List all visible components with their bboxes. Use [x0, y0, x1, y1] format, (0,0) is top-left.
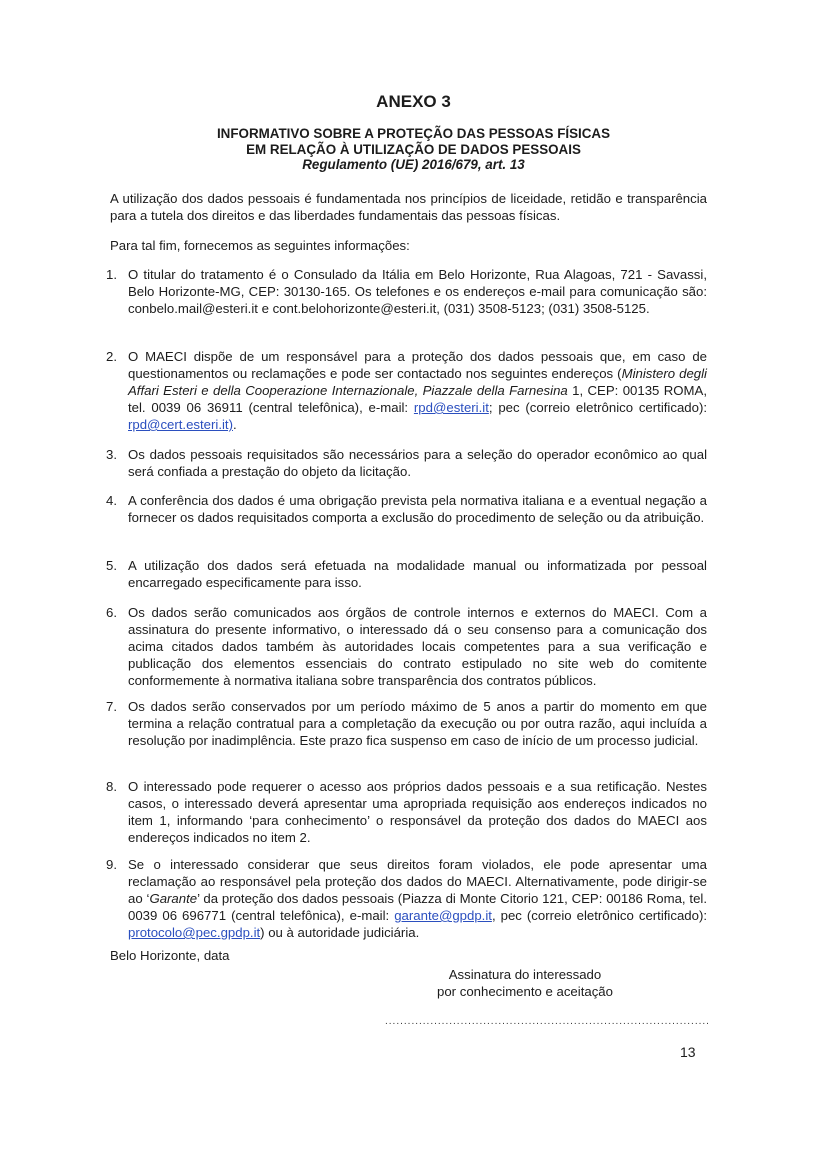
intro-paragraph: A utilização dos dados pessoais é fundamentada nos princípios de liceidade, retidão e transparência para a tutela dos direitos e das liberdades fundamentais das pessoas físicas. — [110, 191, 707, 223]
item-number: 5. — [106, 558, 117, 573]
item-text-part: , pec (correio eletrônico certificado): — [491, 908, 708, 923]
item-text: Os dados serão comunicados aos órgãos de controle internos e externos do MAECI. Com a assinatura do presente informativo, o interessado dá o seu consenso para a comunicação dos acima citados dados também às autoridades locais competentes para a sua verificação e publicação dos elementos essenciais do contrato estipulado no site web do comitente conformemente à normativa italiana sobre transparência dos contratos públicos. — [128, 605, 707, 688]
city-date: Belo Horizonte, data — [110, 948, 230, 963]
item-number: 7. — [106, 699, 117, 714]
lead-paragraph: Para tal fim, fornecemos as seguintes informações: — [110, 238, 410, 253]
item-text — [128, 856, 707, 941]
list-item — [106, 266, 707, 317]
item-text: Os dados pessoais requisitados são necessários para a seleção do operador econômico ao qual será confiada a prestação do objeto da licitação. — [128, 447, 707, 479]
heading-line-2: EM RELAÇÃO À UTILIZAÇÃO DE DADOS PESSOAIS — [246, 141, 581, 157]
signature-line: ...................................................................................... — [385, 1016, 710, 1027]
signature-label-line1: Assinatura do interessado — [448, 967, 602, 982]
annex-title: ANEXO 3 — [376, 92, 451, 111]
list-item — [106, 856, 707, 941]
item-number: 2. — [106, 349, 117, 364]
garante-name: Garante — [149, 891, 198, 906]
item-text: Os dados serão conservados por um período máximo de 5 anos a partir do momento em que termina a relação contratual para a completação da execução ou por outra razão, aqui incluída a resolução por inadimplência. Este prazo fica suspenso em caso de início de um processo judicial. — [128, 699, 707, 748]
list-item — [106, 604, 707, 689]
document-heading — [0, 126, 827, 173]
item-text: A utilização dos dados será efetuada na modalidade manual ou informatizada por pessoal encarregado especificamente para isso. — [128, 558, 707, 590]
item-number: 8. — [106, 779, 117, 794]
ministry-name: Ministero degli Affari Esteri e della Cooperazione Internazionale, Piazzale della Farnesina — [128, 366, 707, 398]
item-text-part: ’ da proteção dos dados pessoais (Piazza di Monte Citorio 121, CEP: 00186 Roma, tel. 0039 06 696771 (central telefônica), e-mail: — [128, 891, 707, 923]
regulation-reference: Regulamento (UE) 2016/679, art. 13 — [302, 157, 525, 172]
list-item — [106, 492, 707, 526]
item-text-part: 1, CEP: 00135 ROMA, tel. 0039 06 36911 (central telefônica), e-mail: — [128, 383, 707, 415]
signature-label-line2: por conhecimento e aceitação — [437, 984, 613, 999]
item-text-part: . — [233, 417, 237, 432]
item-number: 9. — [106, 857, 117, 872]
rpd-email-link[interactable]: rpd@esteri.it — [413, 400, 489, 415]
garante-email-link[interactable]: garante@gpdp.it — [394, 908, 492, 923]
item-number: 1. — [106, 267, 117, 282]
item-text-part: ) ou à autoridade judiciária. — [260, 925, 420, 940]
item-text-part: O MAECI dispõe de um responsável para a proteção dos dados pessoais que, em caso de questionamentos ou reclamações e pode ser contactado nos seguintes endereços ( — [128, 349, 707, 381]
item-text-part: Se o interessado considerar que seus direitos foram violados, ele pode apresentar uma reclamação ao responsável pela proteção dos dados do MAECI. Alternativamente, pode dirigir-se ao ‘ — [128, 857, 707, 906]
list-item — [106, 348, 707, 433]
page-number: 13 — [680, 1044, 696, 1060]
item-number: 4. — [106, 493, 117, 508]
rpd-pec-link[interactable]: rpd@cert.esteri.it) — [128, 417, 233, 432]
garante-pec-link[interactable]: protocolo@pec.gpdp.it — [128, 925, 261, 940]
item-text — [128, 348, 707, 433]
item-text: O interessado pode requerer o acesso aos próprios dados pessoais e a sua retificação. Nestes casos, o interessado deverá apresentar uma apropriada requisição aos endereços indicados no item 1, informando ‘para conhecimento’ o responsável da proteção dos dados do MAECI aos endereços indicados no item 2. — [128, 779, 707, 845]
list-item — [106, 446, 707, 480]
item-text: O titular do tratamento é o Consulado da Itália em Belo Horizonte, Rua Alagoas, 721 - Savassi, Belo Horizonte-MG, CEP: 30130-165. Os telefones e os endereços e-mail para comunicação são: conbelo.mail@esteri.it e cont.belohorizonte@esteri.it, (031) 3508-5123; (031) 3508-5125. — [128, 267, 707, 316]
item-text: A conferência dos dados é uma obrigação prevista pela normativa italiana e a eventual negação a fornecer os dados requisitados comporta a exclusão do procedimento de seleção ou da atribuição. — [128, 493, 707, 525]
list-item — [106, 557, 707, 591]
item-text-part: ; pec (correio eletrônico certificado): — [488, 400, 707, 415]
list-item — [106, 698, 707, 749]
item-number: 3. — [106, 447, 117, 462]
item-number: 6. — [106, 605, 117, 620]
heading-line-1: INFORMATIVO SOBRE A PROTEÇÃO DAS PESSOAS FÍSICAS — [216, 126, 611, 141]
list-item — [106, 778, 707, 846]
signature-block — [380, 966, 670, 1000]
